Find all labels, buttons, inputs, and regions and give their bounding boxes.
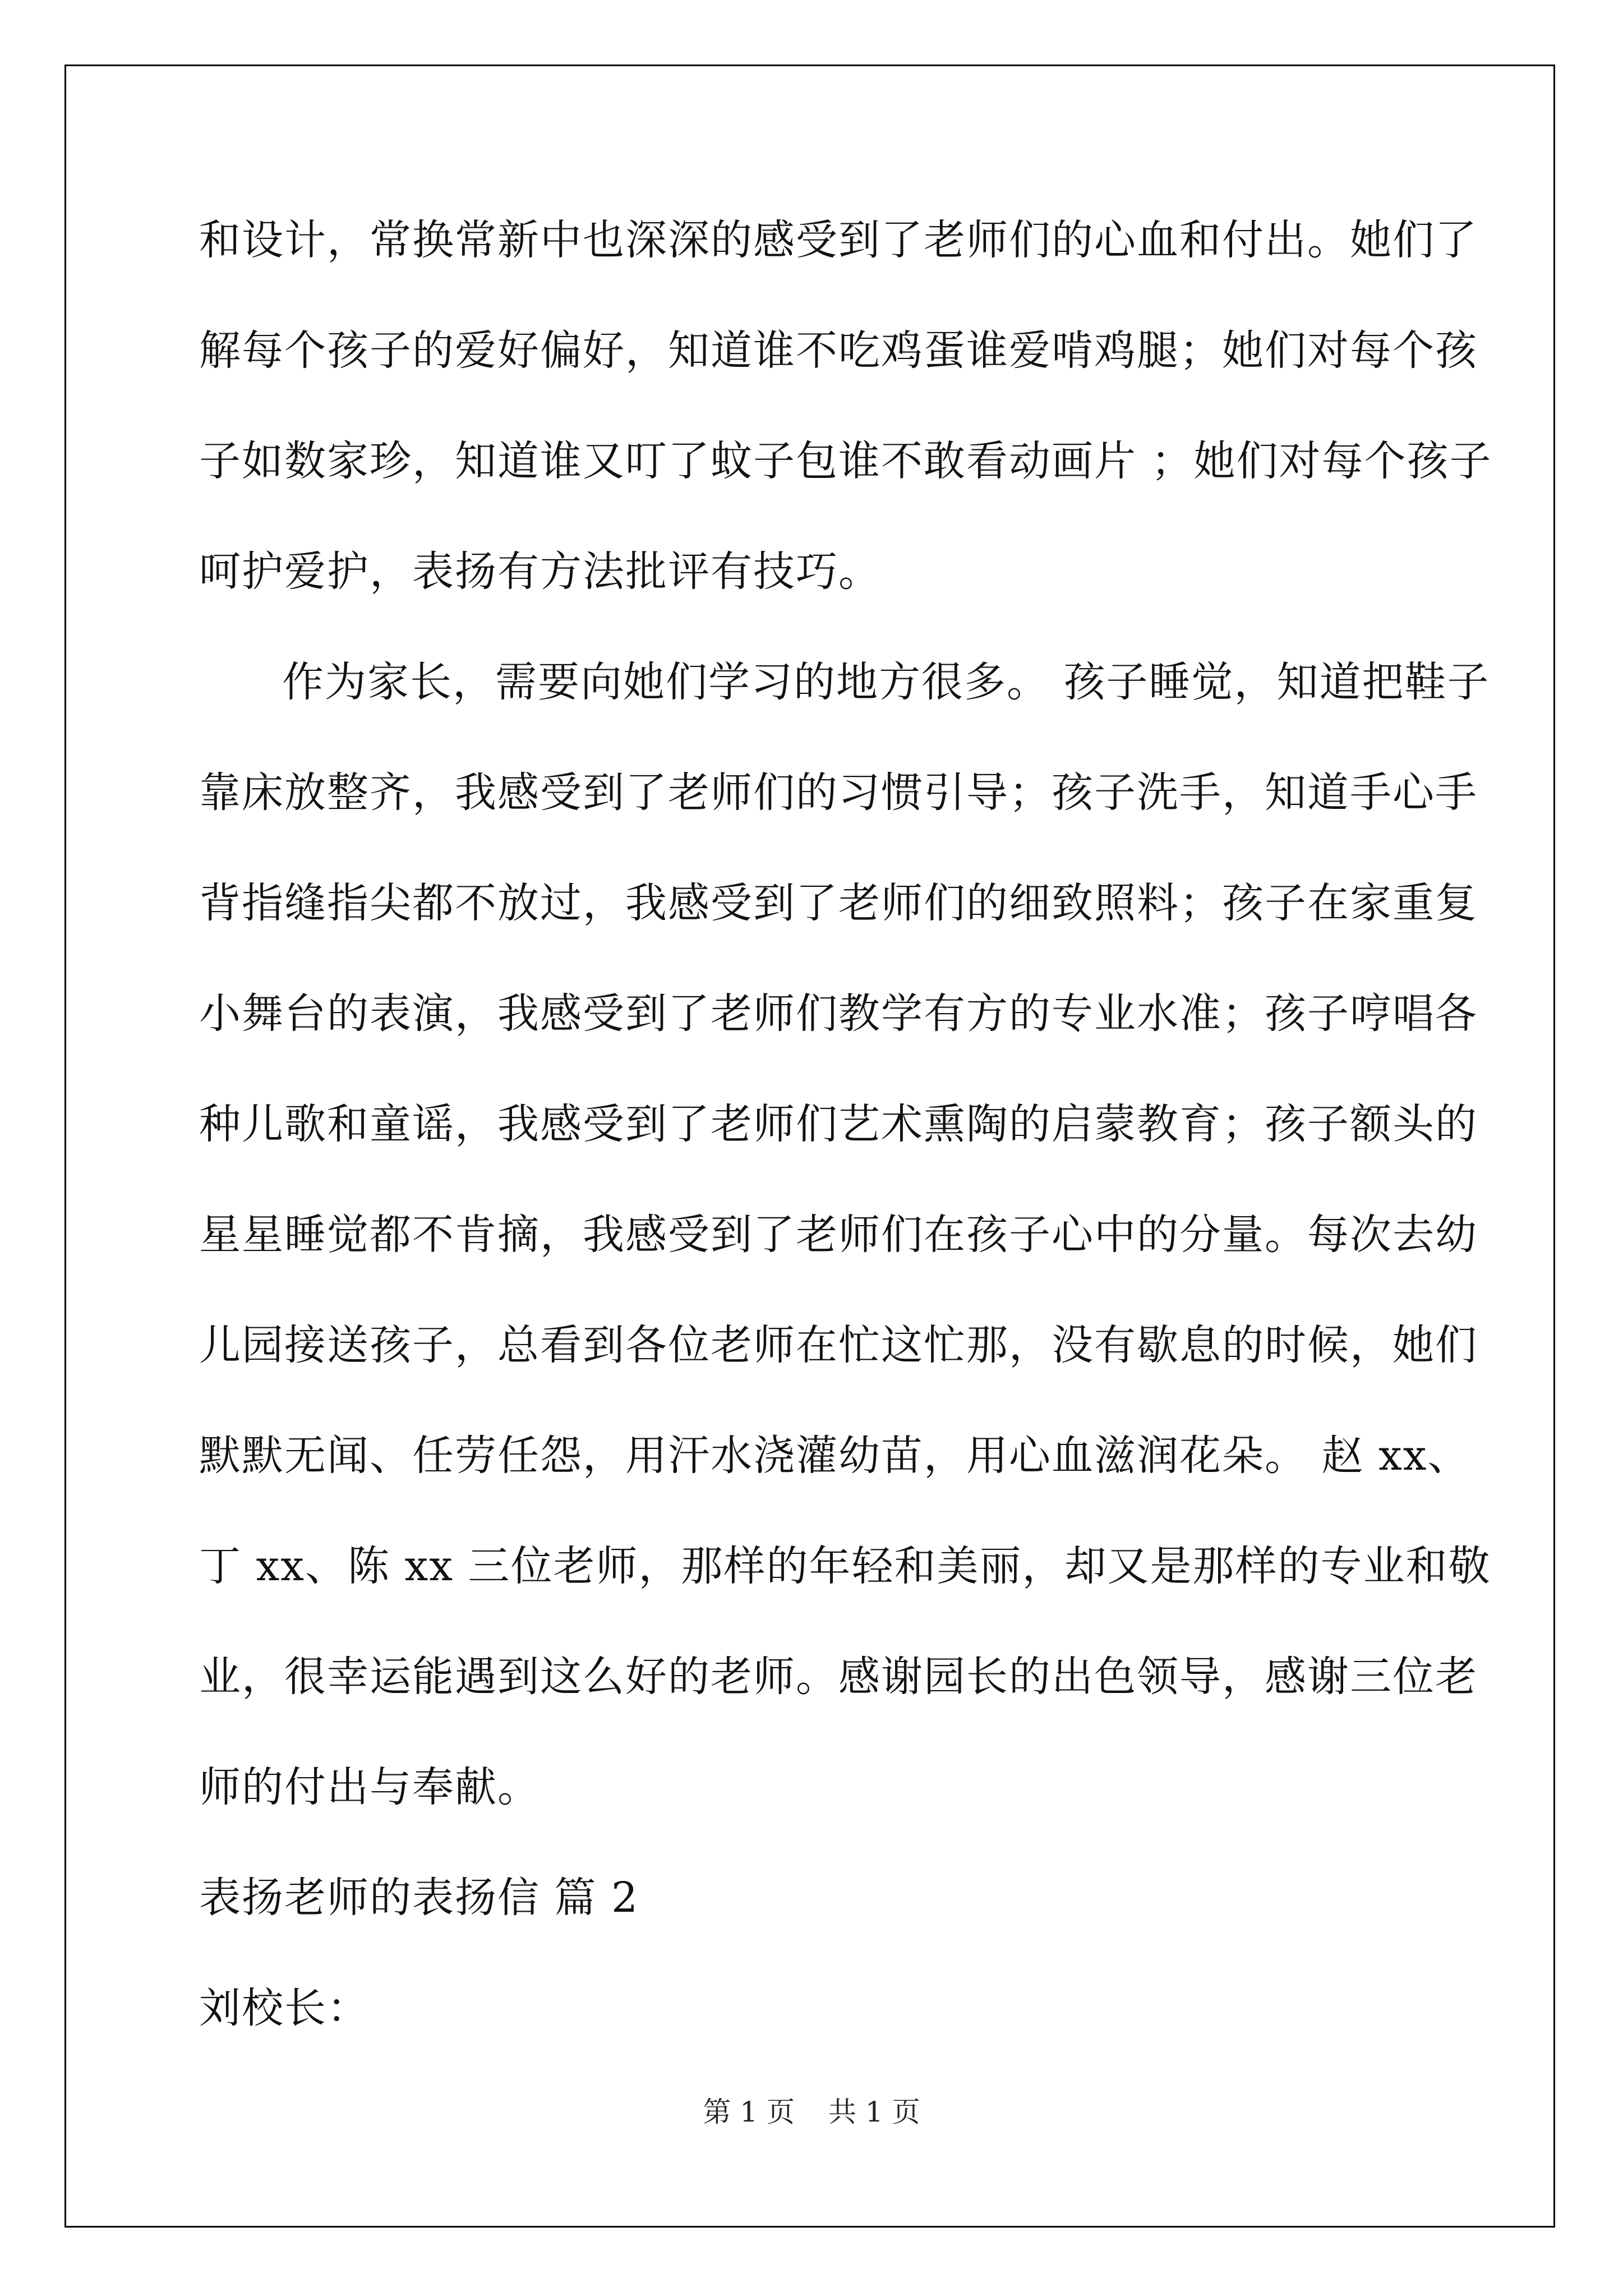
document-body: [199, 185, 1492, 2064]
text-line: 作为家长，需要向她们学习的地方很多。 孩子睡觉，知道把鞋子: [282, 658, 1490, 706]
text-line: 靠床放整齐，我感受到了老师们的习惯引导；孩子洗手，知道手心手: [199, 769, 1478, 817]
salutation: 刘校长：: [199, 1984, 370, 2032]
text-line: 种儿歌和童谣，我感受到了老师们艺术熏陶的启蒙教育；孩子额头的: [199, 1100, 1478, 1148]
text-line: 丁 xx、陈 xx 三位老师，那样的年轻和美丽，却又是那样的专业和敬: [199, 1542, 1491, 1590]
text-line: 子如数家珍，知道谁又叮了蚊子包谁不敢看动画片 ；她们对每个孩子: [199, 437, 1492, 485]
page-number: 第 1 页: [703, 2096, 795, 2128]
text-line: 儿园接送孩子，总看到各位老师在忙这忙那，没有歇息的时候，她们: [199, 1321, 1478, 1369]
text-line: 星星睡觉都不肯摘，我感受到了老师们在孩子心中的分量。每次去幼: [199, 1211, 1478, 1259]
text-line: 解每个孩子的爱好偏好，知道谁不吃鸡蛋谁爱啃鸡腿；她们对每个孩: [199, 326, 1478, 375]
text-line: 小舞台的表演，我感受到了老师们教学有方的专业水准；孩子哼唱各: [199, 990, 1478, 1038]
page-total: 共 1 页: [828, 2096, 920, 2128]
paragraph-1: [199, 185, 1492, 627]
text-line: 背指缝指尖都不放过，我感受到了老师们的细致照料；孩子在家重复: [199, 879, 1478, 927]
text-line: 业，很幸运能遇到这么好的老师。感谢园长的出色领导，感谢三位老: [199, 1653, 1478, 1701]
text-line: 和设计，常换常新中也深深的感受到了老师们的心血和付出。她们了: [199, 216, 1478, 264]
section-heading: 表扬老师的表扬信 篇 2: [199, 1874, 639, 1922]
paragraph-2: [199, 627, 1491, 1843]
text-line: 默默无闻、任劳任怨，用汗水浇灌幼苗，用心血滋润花朵。 赵 xx、: [199, 1432, 1470, 1480]
text-line: 师的付出与奉献。: [199, 1763, 540, 1811]
page-footer: [0, 2095, 1623, 2129]
text-line: 呵护爱护，表扬有方法批评有技巧。: [199, 547, 881, 596]
